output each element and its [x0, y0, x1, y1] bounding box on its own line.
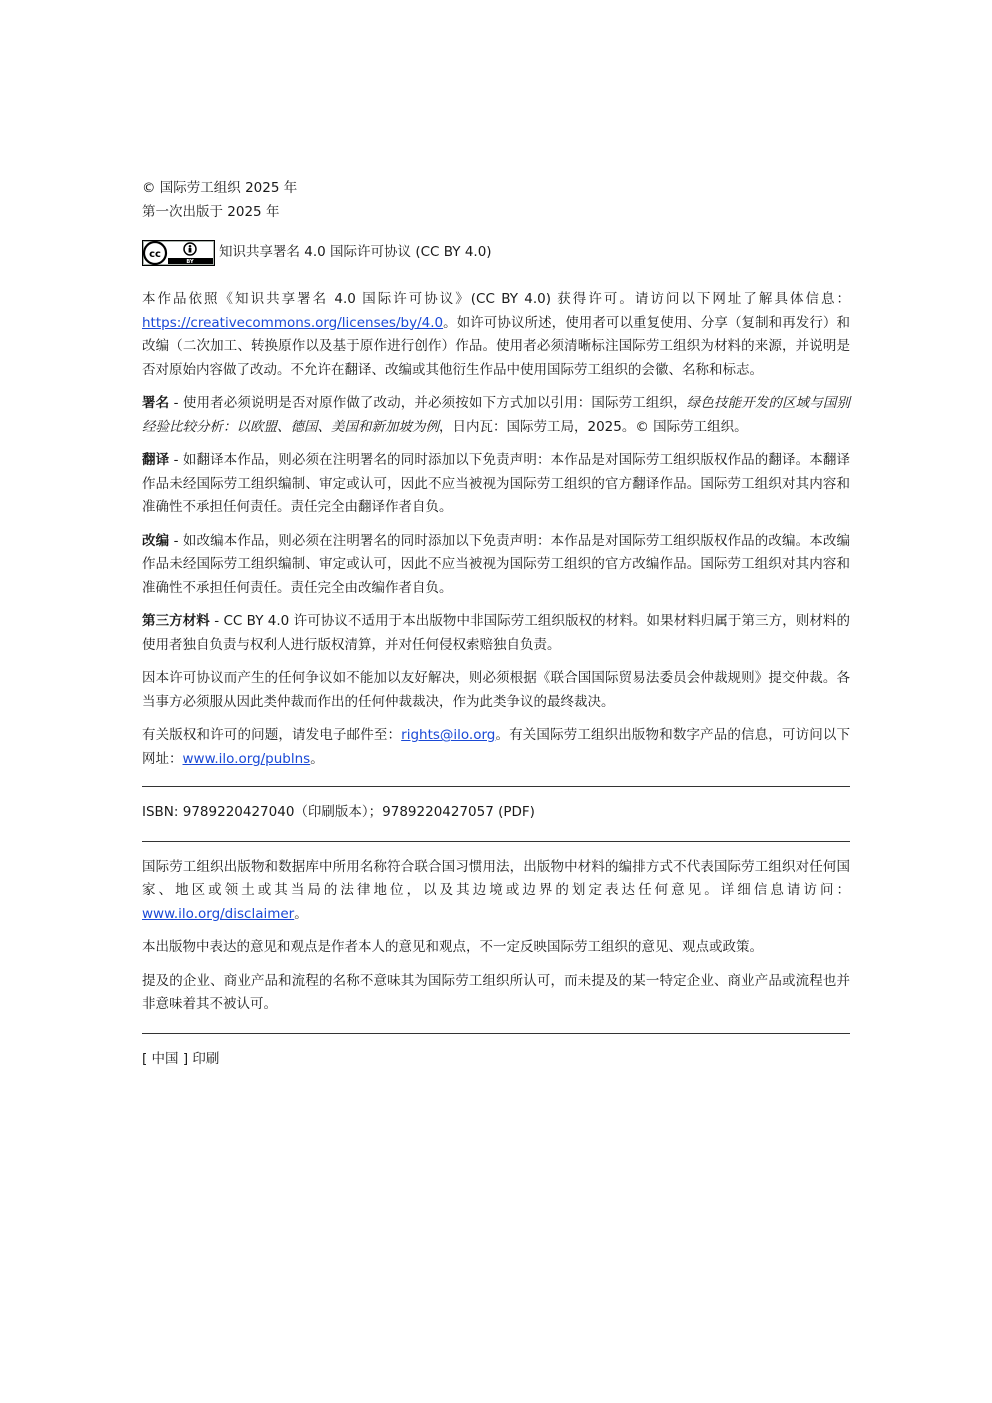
publications-url-link[interactable]: www.ilo.org/publns — [182, 750, 311, 767]
third-party-term: 第三方材料 — [142, 613, 210, 629]
third-party-text: - CC BY 4.0 许可协议不适用于本出版物中非国际劳工组织版权的材料。如果材料归属于第三方，则材料的使用者独自负责与权利人进行版权清算，并对任何侵权索赔独自负责。 — [142, 613, 850, 653]
views-disclaimer-paragraph: 本出版物中表达的意见和观点是作者本人的意见和观点，不一定反映国际劳工组织的意见、观点或政策。 — [142, 939, 763, 955]
copyright-line: © 国际劳工组织 2025 年 — [142, 180, 298, 196]
adaptations-paragraph — [142, 530, 850, 601]
translations-term: 翻译 — [142, 452, 170, 468]
license-row — [142, 240, 850, 266]
divider — [142, 786, 850, 787]
license-intro-paragraph — [142, 288, 850, 382]
contact-paragraph — [142, 724, 850, 771]
disclaimer-text: 国际劳工组织出版物和数据库中所用名称符合联合国习惯用法，出版物中材料的编排方式不代表国际劳工组织对任何国家、地区或领土或其当局的法律地位，以及其边境或边界的划定表达任何意见。详细信息请访问： — [142, 858, 850, 898]
attribution-term: 署名 — [142, 395, 170, 411]
divider — [142, 841, 850, 842]
rights-email-link[interactable]: rights@ilo.org — [401, 727, 496, 743]
divider — [142, 1033, 850, 1034]
adaptations-text: - 如改编本作品，则必须在注明署名的同时添加以下免责声明：本作品是对国际劳工组织版权作品的改编。本改编作品未经国际劳工组织编制、审定或认可，因此不应当被视为国际劳工组织的官方改编作品。国际劳工组织对其内容和准确性不承担任何责任。责任完全由改编作者自负。 — [142, 532, 851, 596]
translations-text: - 如翻译本作品，则必须在注明署名的同时添加以下免责声明：本作品是对国际劳工组织版权作品的翻译。本翻译作品未经国际劳工组织编制、审定或认可，因此不应当被视为国际劳工组织的官方翻译作品。国际劳工组织对其内容和准确性不承担任何责任。责任完全由翻译作者自负。 — [142, 452, 851, 515]
license-url-link[interactable]: https://creativecommons.org/licenses/by/4.0 — [142, 314, 444, 331]
first-published-line: 第一次出版于 2025 年 — [142, 203, 280, 220]
disclaimer-text-end: 。 — [294, 905, 308, 922]
disputes-paragraph: 因本许可协议而产生的任何争议如不能加以友好解决，则必须根据《联合国国际贸易法委员会仲裁规则》提交仲裁。各当事方必须服从因此类仲裁而作出的任何仲裁裁决，作为此类争议的最终裁决。 — [142, 670, 850, 710]
attribution-paragraph — [142, 392, 850, 439]
isbn-line: ISBN: 9789220427040（印刷版本）；9789220427057 (PDF) — [142, 804, 535, 820]
endorsement-disclaimer-paragraph: 提及的企业、商业产品和流程的名称不意味其为国际劳工组织所认可，而未提及的某一特定企业、商业产品或流程也并非意味着其不被认可。 — [142, 972, 850, 1012]
license-label: 知识共享署名 4.0 国际许可协议 (CC BY 4.0) — [219, 244, 492, 261]
attribution-text-continued: ，日内瓦：国际劳工局，2025。© 国际劳工组织。 — [439, 418, 748, 435]
publication-title: 绿色技能开发的区域与国别经验比较分析：以欧盟、德国、美国和新加坡为例 — [142, 395, 851, 435]
contact-text-middle: 。有关国际劳工组织出版物和数字产品的信息，可访问以下网址： — [142, 727, 851, 767]
third-party-paragraph — [142, 610, 850, 657]
cc-by-badge-icon — [142, 240, 215, 266]
translations-paragraph — [142, 449, 850, 520]
disclaimer-paragraph — [142, 856, 850, 927]
contact-text: 有关版权和许可的问题，请发电子邮件至： — [142, 727, 402, 743]
adaptations-term: 改编 — [142, 532, 170, 549]
license-intro-text-continued: 。如许可协议所述，使用者可以重复使用、分享（复制和再发行）和改编（二次加工、转换原作以及基于原作进行创作）作品。使用者必须清晰标注国际劳工组织为材料的来源，并说明是否对原始内容做了改动。不允许在翻译、改编或其他衍生作品中使用国际劳工组织的会徽、名称和标志。 — [142, 314, 850, 378]
contact-text-end: 。 — [310, 750, 324, 767]
attribution-text: - 使用者必须说明是否对原作做了改动，并必须按如下方式加以引用：国际劳工组织， — [169, 395, 687, 411]
svg-text:BY: BY — [186, 259, 194, 265]
license-intro-text: 本作品依照《知识共享署名 4.0 国际许可协议》(CC BY 4.0) 获得许可。请访问以下网址了解具体信息： — [142, 291, 850, 307]
printed-in-line: [ 中国 ] 印刷 — [142, 1050, 220, 1067]
copyright-page-content — [142, 177, 850, 1071]
disclaimer-url-link[interactable]: www.ilo.org/disclaimer — [142, 905, 295, 922]
svg-text:cc: cc — [149, 249, 161, 260]
